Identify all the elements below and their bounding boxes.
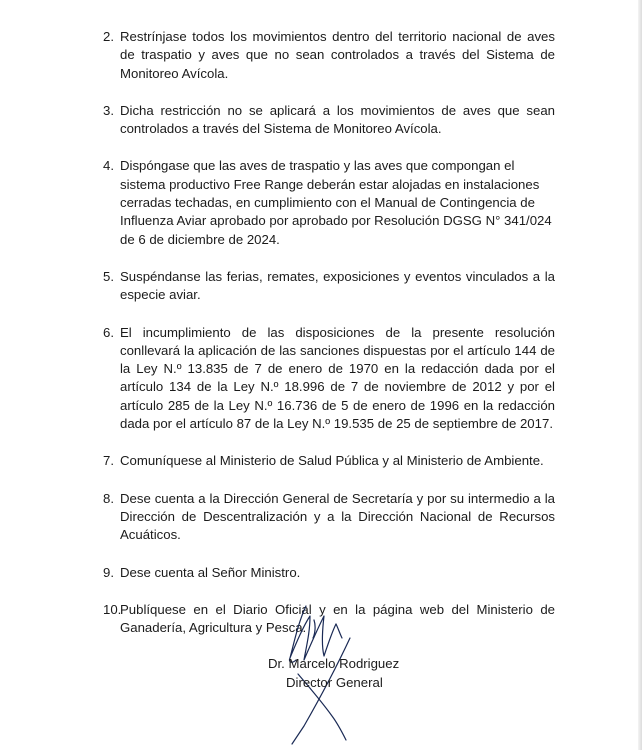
- article-number: 4.: [103, 158, 114, 174]
- article-number: 10.: [103, 601, 122, 617]
- article-text: Dispóngase que las aves de traspatio y las aves que compongan el sistema productivo Free Range deberán estar alojadas en instalaciones cerradas techadas, en cumplimiento con el Manual de Contingencia de Influenza Aviar aprobado por aprobado por Resolución DGSG N° 341/024 de 6 de diciembre de 2024.: [120, 158, 552, 247]
- article-text: Dicha restricción no se aplicará a los movimientos de aves que sean controlados a través del Sistema de Monitoreo Avícola.: [120, 102, 555, 137]
- article-text: El incumplimiento de las disposiciones de la presente resolución conllevará la aplicación de las sanciones dispuestas por el artículo 144 de la Ley N.º 13.835 de 7 de enero de 1970 en la redacción dada por el artículo 134 de la Ley N.º 18.996 de 7 de noviembre de 2012 y por el artículo 285 de la Ley N.º 16.736 de 5 de enero de 1996 en la redacción dada por el artículo 87 de la Ley N.º 19.535 de 25 de septiembre de 2017.: [120, 324, 555, 432]
- article-number: 7.: [103, 453, 114, 469]
- article-2: [103, 28, 555, 83]
- article-5: [103, 268, 555, 305]
- page-edge-shadow: [638, 0, 642, 750]
- article-9: [103, 564, 555, 582]
- article-number: 2.: [103, 29, 114, 44]
- article-number: 8.: [103, 490, 114, 506]
- article-number: 9.: [103, 564, 114, 580]
- article-text: Dese cuenta al Señor Ministro.: [120, 564, 301, 580]
- article-text: Comuníquese al Ministerio de Salud Pública y al Ministerio de Ambiente.: [120, 453, 544, 469]
- article-3: [103, 102, 555, 139]
- article-text: Publíquese en el Diario Oficial y en la página web del Ministerio de Ganadería, Agricultura y Pesca.: [120, 601, 555, 636]
- resolution-articles: [103, 28, 555, 637]
- article-number: 3.: [103, 102, 114, 118]
- article-text: Suspéndanse las ferias, remates, exposiciones y eventos vinculados a la especie aviar.: [120, 268, 555, 303]
- signatory-name: Dr. Marcelo Rodriguez: [268, 656, 400, 671]
- article-text: Dese cuenta a la Dirección General de Secretaría y por su intermedio a la Dirección de Descentralización y a la Dirección Nacional de Recursos Acuáticos.: [120, 490, 555, 543]
- article-number: 5.: [103, 268, 114, 284]
- article-text: Restrínjase todos los movimientos dentro del territorio nacional de aves de traspatio y aves que no sean controlados a través del Sistema de Monitoreo Avícola.: [120, 29, 555, 81]
- article-4: [103, 157, 555, 248]
- article-number: 6.: [103, 324, 114, 340]
- article-6: [103, 324, 555, 434]
- signatory-title: Director General: [286, 674, 383, 690]
- article-7: [103, 452, 555, 470]
- article-8: [103, 490, 555, 545]
- signature-block: [268, 655, 428, 692]
